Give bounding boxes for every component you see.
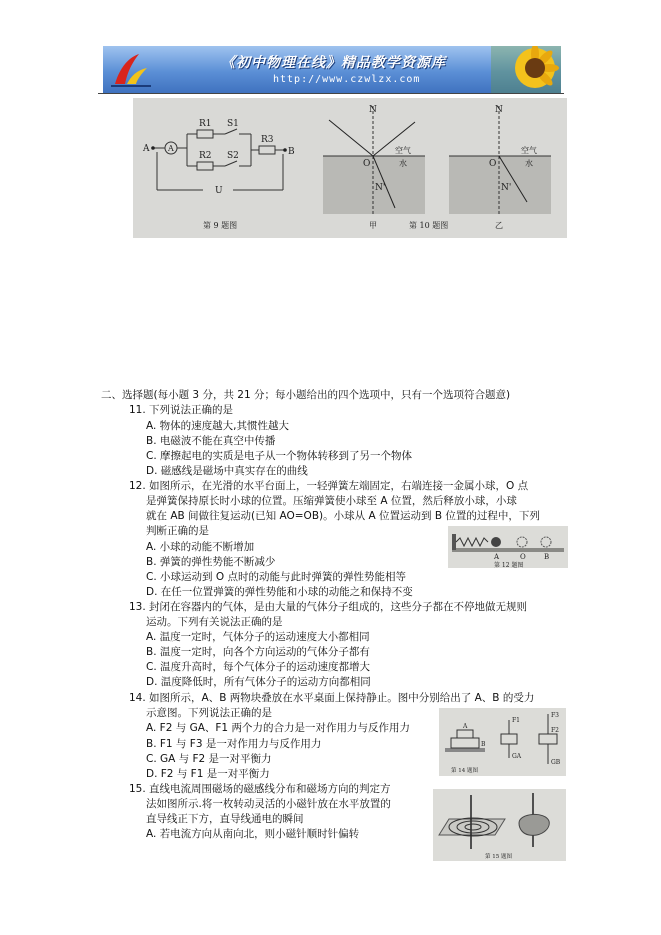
label-a: A <box>143 144 150 154</box>
caption-fig9: 第 9 题图 <box>203 221 238 230</box>
q11-option-a: A. 物体的速度越大,其惯性越大 <box>146 420 290 432</box>
fig15-caption: 第 15 题图 <box>485 854 512 860</box>
fig12-label-b: B <box>544 553 550 561</box>
q13-option-c: C. 温度升高时，每个气体分子的运动速度都增大 <box>146 661 371 673</box>
label-n2: N <box>495 105 503 115</box>
site-title: 《初中物理在线》精品教学资源库 <box>221 55 446 71</box>
section-heading: 二、选择题(每小题 3 分，共 21 分；每小题给出的四个选项中，只有一个选项符合题意) <box>101 389 511 401</box>
label-r1: R1 <box>199 119 212 129</box>
fig14-label-a: A <box>463 723 468 730</box>
fig12-label-a: A <box>494 553 500 561</box>
q14-option-a: A. F2 与 GA、F1 两个力的合力是一对作用力与反作用力 <box>146 722 410 734</box>
q13-stem-2: 运动。下列有关说法正确的是 <box>146 616 283 628</box>
q11-stem: 11. 下列说法正确的是 <box>129 404 234 416</box>
q13-option-d: D. 温度降低时，所有气体分子的运动方向都相同 <box>146 676 371 688</box>
fig14-label-f2: F2 <box>551 727 559 734</box>
fig12-label-o: O <box>520 553 526 561</box>
q12-option-c: C. 小球运动到 O 点时的动能与此时弹簧的弹性势能相等 <box>146 571 406 583</box>
q12-stem-3: 就在 AB 间做往复运动(已知 AO=OB)。小球从 A 位置运动到 B 位置的过程中，下列 <box>146 510 540 522</box>
q14-option-d: D. F2 与 F1 是一对平衡力 <box>146 768 270 780</box>
q13-option-b: B. 温度一定时，向各个方向运动的气体分子都有 <box>146 646 370 658</box>
fig14-label-b: B <box>481 741 486 748</box>
label-ammeter: A <box>168 144 174 153</box>
q12-stem-1: 12. 如图所示，在光滑的水平台面上，一轻弹簧左端固定，右端连接一金属小球，O 点 <box>129 480 529 492</box>
q13-stem-1: 13. 封闭在容器内的气体，是由大量的气体分子组成的，这些分子都在不停地做无规则 <box>129 601 528 613</box>
caption-jia: 甲 <box>369 221 377 230</box>
label-r3: R3 <box>261 135 274 145</box>
label-n2-prime: N' <box>501 183 512 193</box>
fig14-label-ga: GA <box>512 753 522 760</box>
label-r2: R2 <box>199 151 212 161</box>
q12-option-a: A. 小球的动能不断增加 <box>146 541 255 553</box>
q15-stem-2: 法如图所示.将一枚转动灵活的小磁针放在水平放置的 <box>146 798 391 810</box>
header-rule <box>98 93 564 94</box>
q12-option-b: B. 弹簧的弹性势能不断减少 <box>146 556 276 568</box>
q14-stem-2: 示意图。下列说法正确的是 <box>146 707 272 719</box>
fig12-caption: 第 12 题图 <box>494 562 524 568</box>
caption-fig10: 第 10 题图 <box>409 221 449 230</box>
fig14-caption: 第 14 题图 <box>451 768 478 774</box>
label-n-prime: N' <box>375 183 386 193</box>
q14-option-b: B. F1 与 F3 是一对作用力与反作用力 <box>146 738 322 750</box>
fig14-label-gb: GB <box>551 759 561 766</box>
fig14-label-f3: F3 <box>551 712 559 719</box>
header-banner <box>103 46 561 93</box>
label-n: N <box>369 105 377 115</box>
q15-option-a: A. 若电流方向从南向北，则小磁针顺时针偏转 <box>146 828 360 840</box>
q15-stem-3: 直导线正下方，直导线通电的瞬间 <box>146 813 304 825</box>
label-u: U <box>215 186 223 196</box>
label-o2: O <box>489 159 497 169</box>
site-url: http://www.czwlzx.com <box>273 74 421 85</box>
label-water: 水 <box>399 159 407 168</box>
q15-stem-1: 15. 直线电流周围磁场的磁感线分布和磁场方向的判定方 <box>129 783 391 795</box>
sunflower-icon <box>491 46 561 93</box>
q13-option-a: A. 温度一定时，气体分子的运动速度大小都相同 <box>146 631 370 643</box>
caption-yi: 乙 <box>495 221 503 230</box>
q11-option-c: C. 摩擦起电的实质是电子从一个物体转移到了另一个物体 <box>146 450 413 462</box>
q11-option-b: B. 电磁波不能在真空中传播 <box>146 435 276 447</box>
fig14-label-f1: F1 <box>512 717 520 724</box>
label-s1: S1 <box>227 119 239 129</box>
figure-9-10 <box>133 98 567 238</box>
figure-15 <box>433 789 566 861</box>
label-air: 空气 <box>395 146 411 155</box>
label-o: O <box>363 159 371 169</box>
q11-option-d: D. 磁感线是磁场中真实存在的曲线 <box>146 465 308 477</box>
label-air2: 空气 <box>521 146 537 155</box>
site-logo-icon <box>109 50 153 88</box>
figure-12 <box>448 526 568 568</box>
label-s2: S2 <box>227 151 239 161</box>
q12-option-d: D. 在任一位置弹簧的弹性势能和小球的动能之和保持不变 <box>146 586 413 598</box>
label-b: B <box>288 147 295 157</box>
q14-stem-1: 14. 如图所示，A、B 两物块叠放在水平桌面上保持静止。图中分别给出了 A、B 的受力 <box>129 692 535 704</box>
q12-stem-4: 判断正确的是 <box>146 525 209 537</box>
q12-stem-2: 是弹簧保持原长时小球的位置。压缩弹簧使小球至 A 位置，然后释放小球，小球 <box>146 495 517 507</box>
label-water2: 水 <box>525 159 533 168</box>
q14-option-c: C. GA 与 F2 是一对平衡力 <box>146 753 272 765</box>
figure-14 <box>439 708 566 776</box>
